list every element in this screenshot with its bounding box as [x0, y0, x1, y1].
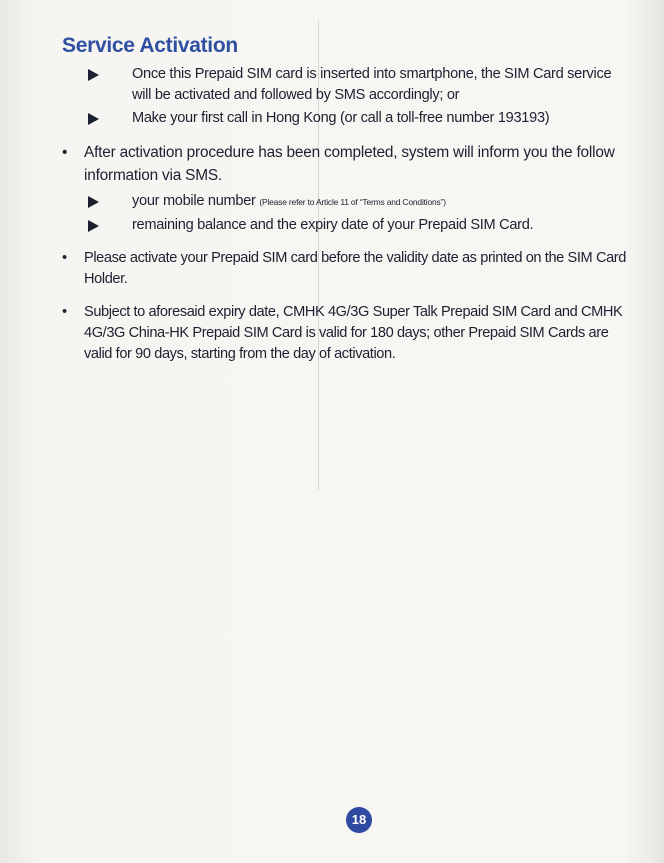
activation-step: [62, 108, 634, 129]
sms-info-list: [62, 191, 634, 236]
expiry-note: Subject to aforesaid expiry date, CMHK 4G/3G Super Talk Prepaid SIM Card and CMHK 4G/3G China-HK Prepaid SIM Card is valid for 180 days; other Prepaid SIM Cards are valid for 90 days, starting from the day of activation.: [84, 304, 623, 362]
service-activation-section: [62, 34, 634, 365]
activation-steps-list: [62, 64, 634, 129]
arrow-bullet-icon: [88, 196, 99, 208]
activation-step-text: Make your first call in Hong Kong (or call a toll-free number 193193): [132, 110, 550, 126]
page-number-badge: 18: [346, 807, 372, 833]
sms-info-item-text: remaining balance and the expiry date of your Prepaid SIM Card.: [132, 217, 534, 233]
activation-step: [62, 64, 634, 106]
bullet-dot: •: [62, 144, 68, 161]
sms-info-item: [62, 191, 634, 213]
expiry-bullet: [62, 302, 634, 365]
bullet-dot: •: [62, 304, 67, 320]
sms-info-bullet: [62, 141, 634, 187]
arrow-bullet-icon: [88, 113, 99, 125]
section-title: Service Activation: [62, 34, 238, 57]
sms-info-item: [62, 215, 634, 236]
activation-step-text: Once this Prepaid SIM card is inserted into smartphone, the SIM Card service will be activated and followed by SMS accordingly; or: [132, 66, 612, 103]
sms-info-item-text: your mobile number: [132, 193, 256, 209]
bullet-dot: •: [62, 250, 67, 266]
validity-note: Please activate your Prepaid SIM card before the validity date as printed on the SIM Card Holder.: [84, 250, 626, 287]
sms-info-intro: After activation procedure has been completed, system will inform you the follow information via SMS.: [84, 144, 615, 184]
arrow-bullet-icon: [88, 220, 99, 232]
terms-reference-note: (Please refer to Article 11 of “Terms and Conditions”): [259, 197, 446, 207]
arrow-bullet-icon: [88, 69, 99, 81]
validity-bullet: [62, 248, 634, 290]
